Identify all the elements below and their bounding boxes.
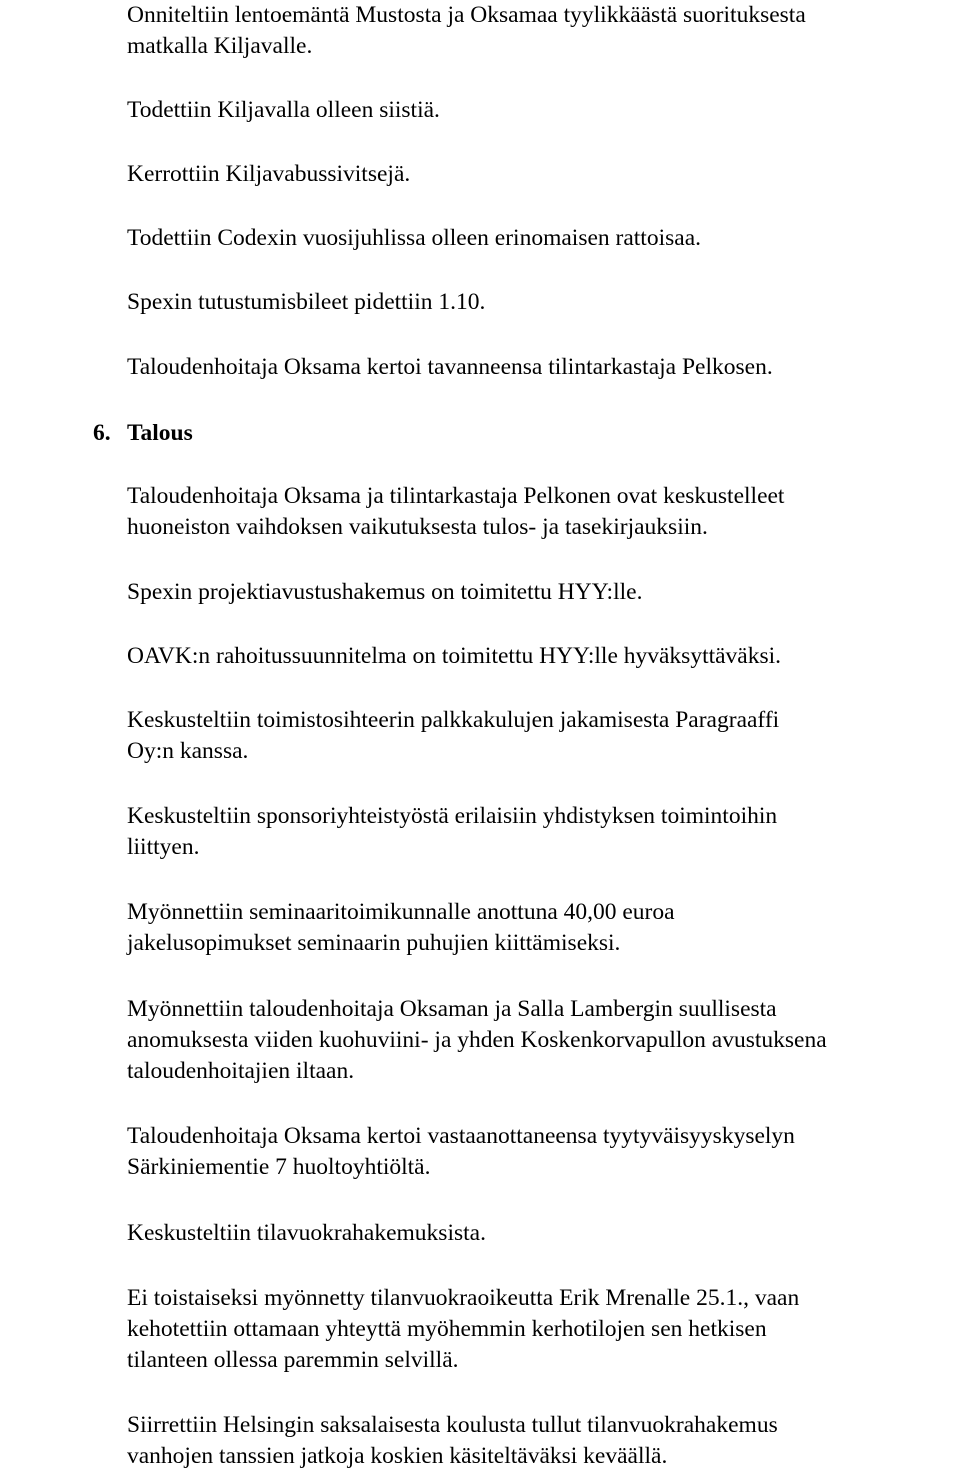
section-title: Talous — [127, 420, 193, 446]
paragraph-treasurer-met-auditor — [127, 352, 957, 383]
paragraph-line: vanhojen tanssien jatkoja koskien käsiteltäväksi keväällä. — [127, 1443, 668, 1469]
paragraph-line: Taloudenhoitaja Oksama kertoi vastaanottaneensa tyytyväisyyskyselyn — [127, 1123, 795, 1149]
paragraph-line: Myönnettiin taloudenhoitaja Oksaman ja Salla Lambergin suullisesta — [127, 996, 777, 1022]
paragraph-german-school — [127, 1410, 957, 1472]
paragraph-line: Spexin projektiavustushakemus on toimitettu HYY:lle. — [127, 579, 643, 605]
paragraph-line: Todettiin Codexin vuosijuhlissa olleen erinomaisen rattoisaa. — [127, 225, 701, 251]
paragraph-line: tilanteen ollessa paremmin selvillä. — [127, 1347, 459, 1373]
paragraph-line: Oy:n kanssa. — [127, 738, 249, 764]
paragraph-secretary-salary — [127, 705, 957, 767]
paragraph-oavk-financing — [127, 641, 957, 672]
paragraph-line: Taloudenhoitaja Oksama kertoi tavanneensa tilintarkastaja Pelkosen. — [127, 354, 773, 380]
paragraph-line: huoneiston vaihdoksen vaikutuksesta tulos- ja tasekirjauksiin. — [127, 514, 708, 540]
paragraph-line: kehotettiin ottamaan yhteyttä myöhemmin kerhotilojen sen hetkisen — [127, 1316, 767, 1342]
paragraph-spex-party — [127, 287, 957, 318]
section-number: 6. — [93, 420, 111, 446]
paragraph-line: Keskusteltiin tilavuokrahakemuksista. — [127, 1220, 486, 1246]
paragraph-codex-anniversary — [127, 223, 957, 254]
paragraph-line: matkalla Kiljavalle. — [127, 33, 313, 59]
paragraph-line: Keskusteltiin sponsoriyhteistyöstä erilaisiin yhdistyksen toimintoihin — [127, 803, 778, 829]
paragraph-rental-applications — [127, 1218, 957, 1249]
paragraph-spex-grant — [127, 577, 957, 608]
paragraph-line: Särkiniementie 7 huoltoyhtiöltä. — [127, 1154, 431, 1180]
paragraph-line: Kerrottiin Kiljavabussivitsejä. — [127, 161, 411, 187]
paragraph-line: Myönnettiin seminaaritoimikunnalle anottuna 40,00 euroa — [127, 899, 675, 925]
paragraph-congratulations — [127, 0, 957, 62]
paragraph-line: Onniteltiin lentoemäntä Mustosta ja Oksamaa tyylikkäästä suorituksesta — [127, 2, 806, 28]
paragraph-line: Spexin tutustumisbileet pidettiin 1.10. — [127, 289, 486, 315]
paragraph-apartment-change — [127, 481, 957, 543]
paragraph-seminar-committee — [127, 897, 957, 959]
paragraph-line: jakelusopimukset seminaarin puhujien kiittämiseksi. — [127, 930, 621, 956]
paragraph-line: Ei toistaiseksi myönnetty tilanvuokraoikeutta Erik Mrenalle 25.1., vaan — [127, 1285, 800, 1311]
paragraph-treasurers-evening — [127, 994, 957, 1087]
paragraph-sponsorship — [127, 801, 957, 863]
paragraph-satisfaction-survey — [127, 1121, 957, 1183]
paragraph-rental-denied — [127, 1283, 957, 1376]
section-heading — [93, 418, 193, 449]
paragraph-line: OAVK:n rahoitussuunnitelma on toimitettu HYY:lle hyväksyttäväksi. — [127, 643, 782, 669]
paragraph-line: Siirrettiin Helsingin saksalaisesta koulusta tullut tilanvuokrahakemus — [127, 1412, 778, 1438]
paragraph-line: Taloudenhoitaja Oksama ja tilintarkastaja Pelkonen ovat keskustelleet — [127, 483, 785, 509]
paragraph-kiljava-clean — [127, 95, 957, 126]
paragraph-line: anomuksesta viiden kuohuviini- ja yhden Koskenkorvapullon avustuksena — [127, 1027, 827, 1053]
paragraph-line: Keskusteltiin toimistosihteerin palkkakulujen jakamisesta Paragraaffi — [127, 707, 780, 733]
paragraph-line: Todettiin Kiljavalla olleen siistiä. — [127, 97, 440, 123]
paragraph-line: taloudenhoitajien iltaan. — [127, 1058, 355, 1084]
paragraph-line: liittyen. — [127, 834, 200, 860]
paragraph-bus-jokes — [127, 159, 957, 190]
